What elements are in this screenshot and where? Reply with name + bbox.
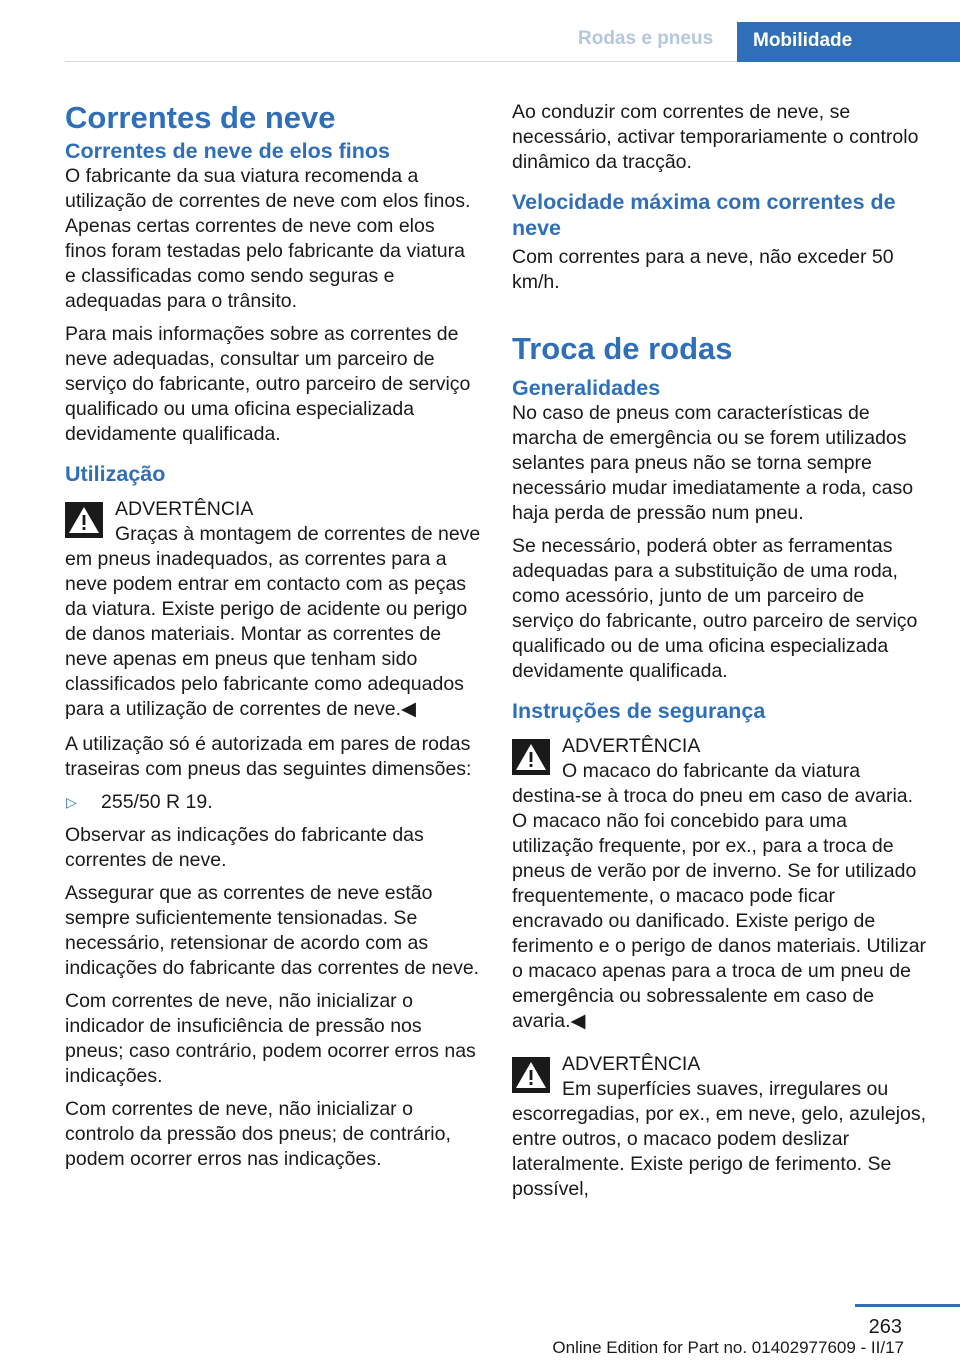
- list-item: [65, 790, 481, 815]
- subsection-title-fine-link-chains: Correntes de neve de elos finos: [65, 139, 390, 163]
- warning-triangle-icon: [512, 739, 550, 775]
- header-section-tab[interactable]: Rodas e pneus: [578, 28, 714, 49]
- warning-text: Em superfícies suaves, irregulares ou escorregadias, por ex., em neve, gelo, azulejos, entre outros, o macaco podem deslizar lateralmente. Existe perigo de ferimento. Se possível,: [512, 1078, 927, 1200]
- paragraph: Para mais informações sobre as correntes de neve adequadas, consultar um parceiro de serviço do fabricante, outro parceiro de serviço qualificado ou uma oficina especializada devidamente qualificada.: [65, 323, 471, 445]
- section-title-wheel-change: Troca de rodas: [512, 331, 733, 366]
- paragraph: A utilização só é autorizada em pares de rodas traseiras com pneus das seguintes dimensões:: [65, 733, 472, 780]
- paragraph: Ao conduzir com correntes de neve, se necessário, activar temporariamente o controlo dinâmico da tracção.: [512, 101, 919, 173]
- footer-accent-rule: [855, 1304, 960, 1307]
- edition-note: Online Edition for Part no. 01402977609 - II/17: [552, 1338, 904, 1357]
- section-title-snow-chains: Correntes de neve: [65, 100, 336, 135]
- warning-text: O macaco do fabricante da viatura destina-se à troca do pneu em caso de avaria. O macaco não foi concebido para uma utilização frequente, por ex., para a troca de pneus de verão por de inverno. Se for utilizado frequentemente, o macaco pode ficar encravado ou danificado. Existe perigo de ferimento e o perigo de danos materiais. Utilizar o macaco apenas para a troca de um pneu de emergência ou sobressalente em caso de avaria.◀: [512, 760, 927, 1032]
- warning-triangle-icon: [65, 502, 103, 538]
- paragraph: Com correntes para a neve, não exceder 50 km/h.: [512, 246, 894, 293]
- paragraph: Com correntes de neve, não inicializar o controlo da pressão dos pneus; de contrário, podem ocorrer erros nas indicações.: [65, 1098, 451, 1170]
- warning-title: ADVERTÊNCIA: [115, 498, 254, 520]
- right-column: [512, 100, 928, 1212]
- warning-block: [512, 732, 928, 1034]
- header-chapter-tab[interactable]: Mobilidade: [737, 22, 960, 62]
- warning-title: ADVERTÊNCIA: [562, 1053, 701, 1075]
- subsection-title-max-speed: Velocidade máxima com correntes de neve: [512, 190, 896, 240]
- paragraph: Se necessário, poderá obter as ferramentas adequadas para a substituição de uma roda, como acessório, junto de um parceiro de serviço do fabricante, outro parceiro de serviço qualificado ou de uma oficina especializada devidamente qualificada.: [512, 535, 918, 682]
- paragraph: Observar as indicações do fabricante das correntes de neve.: [65, 824, 424, 871]
- list-item-text: 255/50 R 19.: [101, 791, 213, 813]
- subsection-title-usage: Utilização: [65, 462, 166, 486]
- page-number: 263: [868, 1316, 902, 1338]
- triangle-bullet-icon: ▷: [66, 794, 77, 810]
- subsection-title-general: Generalidades: [512, 376, 661, 400]
- warning-block: [512, 1050, 928, 1202]
- paragraph: O fabricante da sua viatura recomenda a utilização de correntes de neve com elos finos. Apenas certas correntes de neve com elos finos foram testadas pelo fabricante da viatura e classificadas como sendo seguras e adequadas para o trânsito.: [65, 165, 471, 312]
- warning-block: [65, 495, 481, 722]
- subsection-title-safety: Instruções de segurança: [512, 699, 766, 723]
- warning-title: ADVERTÊNCIA: [562, 735, 701, 757]
- left-column: [65, 98, 481, 1180]
- warning-text: Graças à montagem de correntes de neve em pneus inadequados, as correntes para a neve podem entrar em contacto com as peças da viatura. Existe perigo de acidente ou perigo de danos materiais. Montar as correntes de neve apenas em pneus que tenham sido classificados pelo fabricante como adequados para a utilização de correntes de neve.◀: [65, 523, 481, 720]
- warning-triangle-icon: [512, 1057, 550, 1093]
- paragraph: Com correntes de neve, não inicializar o indicador de insuficiência de pressão nos pneus; caso contrário, podem ocorrer erros nas indicações.: [65, 990, 476, 1087]
- paragraph: Assegurar que as correntes de neve estão sempre suficientemente tensionadas. Se necessário, retensionar de acordo com as indicações do fabricante das correntes de neve.: [65, 882, 480, 979]
- paragraph: No caso de pneus com características de marcha de emergência ou se forem utilizados selantes para pneus não se torna sempre necessário mudar imediatamente a roda, caso haja perda de pressão num pneu.: [512, 402, 914, 524]
